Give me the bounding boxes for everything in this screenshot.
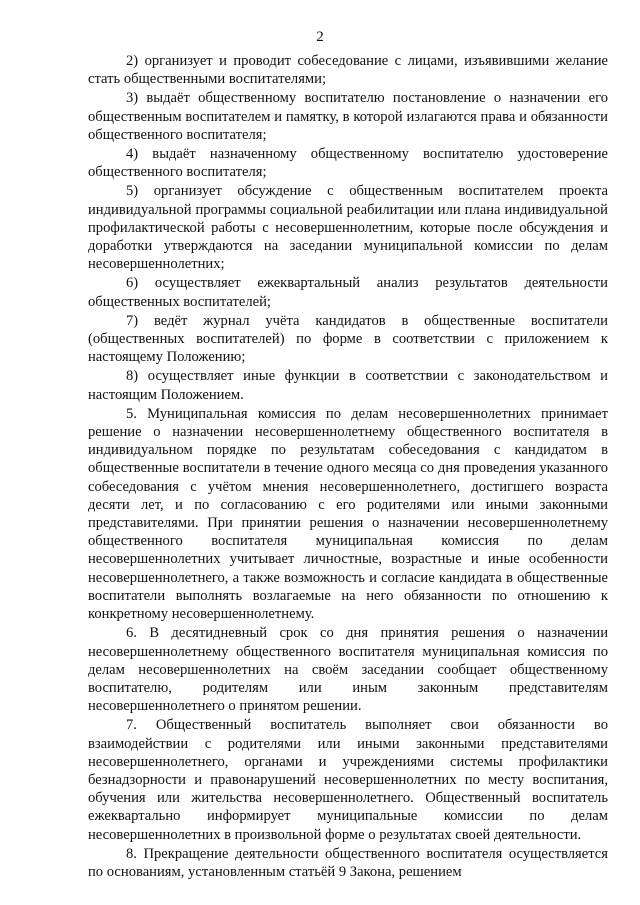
list-item-2: 2) организует и проводит собеседование с лицами, изъявившими желание стать общественными воспитателями; — [88, 53, 608, 88]
section-5-paragraph: 5. Муниципальная комиссия по делам несовершеннолетних принимает решение о назначении несовершеннолетнему общественного воспитателя в индивидуальном порядке по результатам собеседования с кандидатом в общественные воспитатели в течение одного месяца со дня проведения указанного собеседования с учётом мнения несовершеннолетнего, достигшего возраста десяти лет, и по согласованию с его родителями или иными законными представителями. При принятии решения о назначении несовершеннолетнему общественного воспитателя муниципальная комиссия по делам несовершеннолетних учитывает личностные, возрастные и иные особенности несовершеннолетнего, а также возможность и согласие кандидата в общественные воспитатели выполнять возлагаемые на него обязанности по отношению к конкретному несовершеннолетнему. — [88, 405, 608, 623]
list-item-8: 8) осуществляет иные функции в соответствии с законодательством и настоящим Положением. — [88, 368, 608, 403]
list-item-5: 5) организует обсуждение с общественным воспитателем проекта индивидуальной программы социальной реабилитации или плана индивидуальной профилактической работы с несовершеннолетним, которые после обсуждения и доработки утверждаются на заседании муниципальной комиссии по делам несовершеннолетних; — [88, 183, 608, 273]
section-8-paragraph: 8. Прекращение деятельности общественного воспитателя осуществляется по основаниям, установленным статьёй 9 Закона, решением — [88, 845, 608, 880]
document-body — [88, 52, 608, 881]
list-item-7: 7) ведёт журнал учёта кандидатов в общественные воспитатели (общественных воспитателей) по форме в соответствии с приложением к настоящему Положению; — [88, 312, 608, 366]
list-item-6: 6) осуществляет ежеквартальный анализ результатов деятельности общественных воспитателей; — [88, 275, 608, 310]
list-item-4: 4) выдаёт назначенному общественному воспитателю удостоверение общественного воспитателя; — [88, 146, 608, 181]
section-6-paragraph: 6. В десятидневный срок со дня принятия решения о назначении несовершеннолетнему общественного воспитателя муниципальная комиссия по делам несовершеннолетних на своём заседании сообщает общественному воспитателю, родителям или иным законным представителям несовершеннолетнего о принятом решении. — [88, 625, 608, 715]
list-item-3: 3) выдаёт общественному воспитателю постановление о назначении его общественным воспитателем и памятку, в которой излагаются права и обязанности общественного воспитателя; — [88, 90, 608, 143]
page-number: 2 — [316, 29, 324, 45]
section-7-paragraph: 7. Общественный воспитатель выполняет свои обязанности во взаимодействии с родителями или иными законными представителями несовершеннолетнего, органами и учреждениями системы профилактики безнадзорности и правонарушений несовершеннолетних по месту воспитания, обучения или жительства несовершеннолетнего. Общественный воспитатель ежеквартально информирует муниципальные комиссии по делам несовершеннолетних в произвольной форме о результатах своей деятельности. — [88, 717, 608, 843]
